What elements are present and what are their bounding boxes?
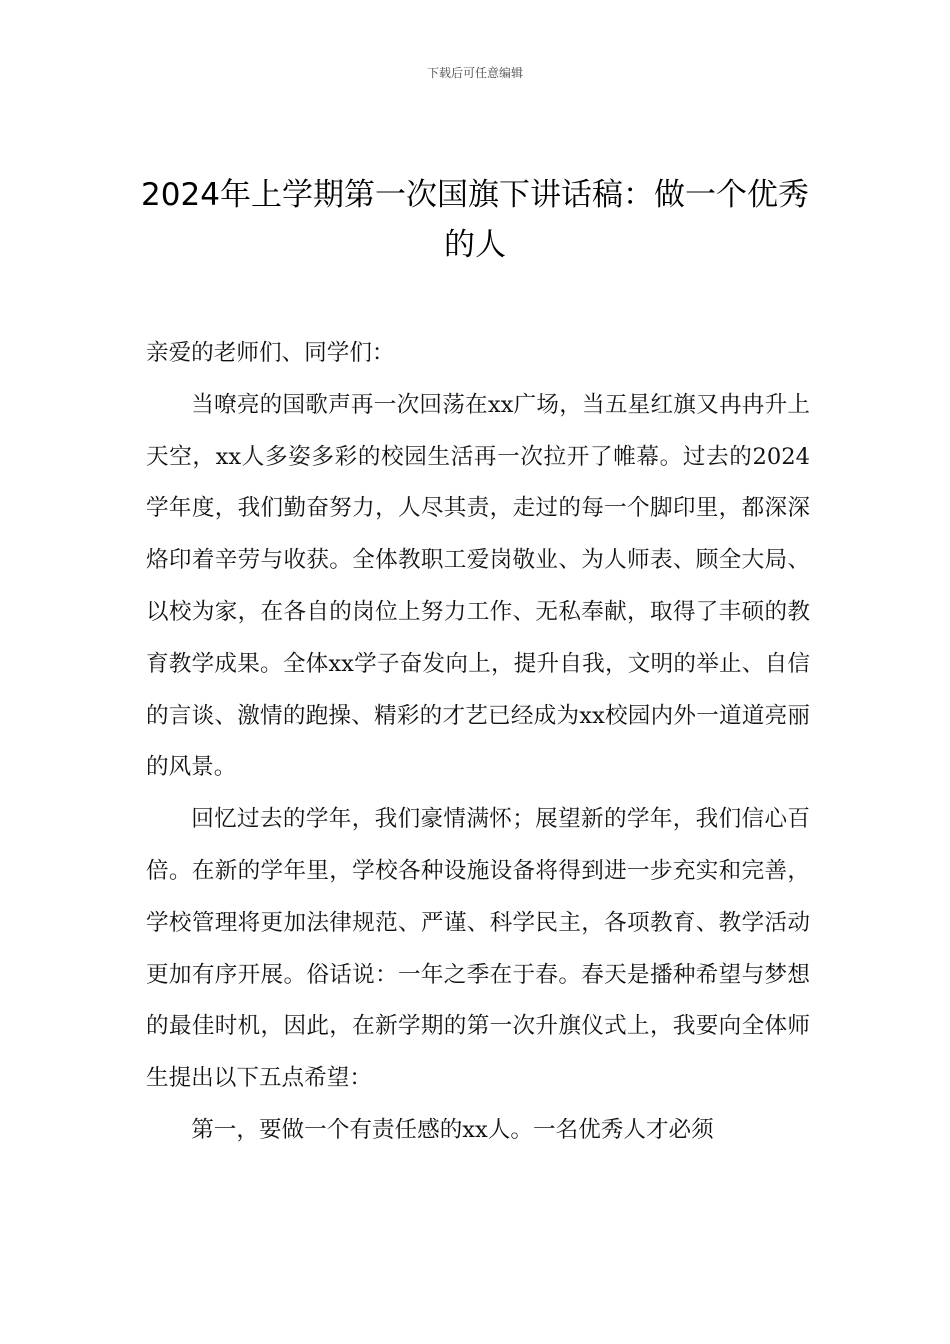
paragraph-3: 第一，要做一个有责任感的xx人。一名优秀人才必须 — [191, 1116, 714, 1143]
document-body — [146, 328, 810, 1157]
header-note: 下载后可任意编辑 — [426, 66, 523, 80]
salutation: 亲爱的老师们、同学们： — [146, 340, 395, 366]
document-title: 2024年上学期第一次国旗下讲话稿：做一个优秀的人 — [141, 177, 809, 263]
paragraph-1: 当嘹亮的国歌声再一次回荡在xx广场，当五星红旗又冉冉升上天空，xx人多姿多彩的校园生活再一次拉开了帷幕。过去的2024学年度，我们勤奋努力，人尽其责，走过的每一个脚印里，都深深烙印着辛劳与收获。全体教职工爱岗敬业、为人师表、顾全大局、以校为家，在各自的岗位上努力工作、无私奉献，取得了丰硕的教育教学成果。全体xx学子奋发向上，提升自我，文明的举止、自信的言谈、激情的跑操、精彩的才艺已经成为xx校园内外一道道亮丽的风景。 — [146, 391, 810, 781]
paragraph-2: 回忆过去的学年，我们豪情满怀；展望新的学年，我们信心百倍。在新的学年里，学校各种设施设备将得到进一步充实和完善，学校管理将更加法律规范、严谨、科学民主，各项教育、教学活动更加有序开展。俗话说：一年之季在于春。春天是播种希望与梦想的最佳时机，因此，在新学期的第一次升旗仪式上，我要向全体师生提出以下五点希望： — [146, 806, 810, 1092]
